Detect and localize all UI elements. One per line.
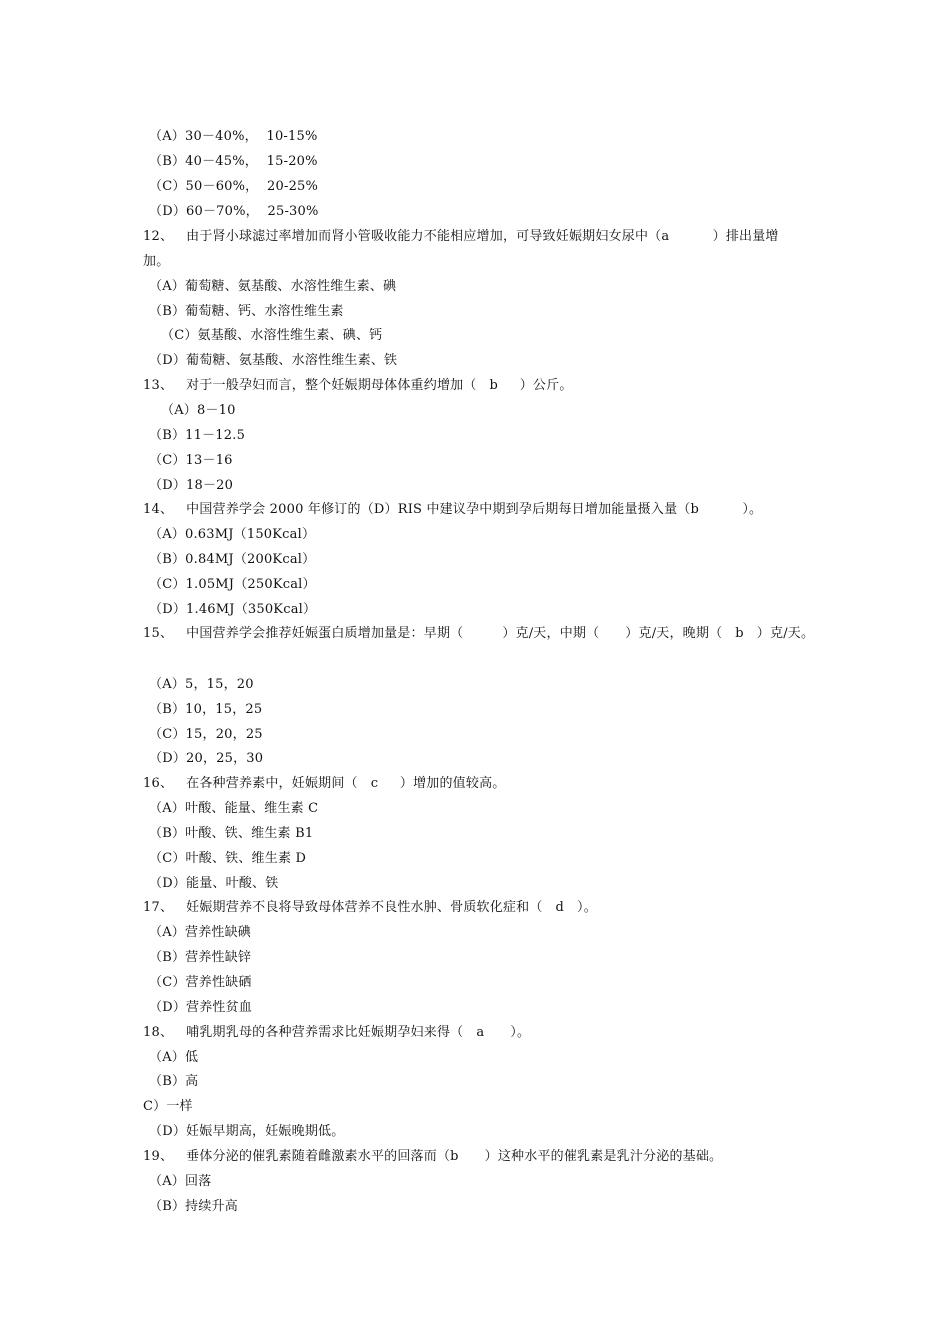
question-15: 15、 中国营养学会推荐妊娠蛋白质增加量是：早期（ ）克/天，中期（ ）克/天，晚期（ b ）克/天。 bbox=[143, 626, 815, 641]
question-17: 17、 妊娠期营养不良将导致母体营养不良性水肿、骨质软化症和（ d ）。 bbox=[143, 900, 597, 915]
option-line: （B）11－12.5 bbox=[149, 428, 246, 443]
question-12-continuation: 加。 bbox=[143, 254, 170, 269]
option-line: （A）葡萄糖、氨基酸、水溶性维生素、碘 bbox=[149, 279, 397, 294]
option-line: （A）5，15，20 bbox=[149, 677, 254, 692]
question-16: 16、 在各种营养素中，妊娠期间（ c ）增加的值较高。 bbox=[143, 776, 506, 791]
option-line: （B）0.84MJ（200Kcal） bbox=[149, 552, 316, 567]
option-line: （A）8－10 bbox=[161, 403, 236, 418]
option-line: （A）营养性缺碘 bbox=[149, 925, 251, 940]
option-line: C）一样 bbox=[143, 1099, 193, 1114]
option-line: （D）18－20 bbox=[149, 478, 234, 493]
option-line: （C）氨基酸、水溶性维生素、碘、钙 bbox=[161, 328, 383, 343]
option-line: （C）15，20，25 bbox=[149, 727, 263, 742]
option-line: （A）0.63MJ（150Kcal） bbox=[149, 527, 316, 542]
option-line: （D）20，25，30 bbox=[149, 751, 264, 766]
option-line: （D）60－70%， 25-30% bbox=[149, 204, 319, 219]
option-line: （D）营养性贫血 bbox=[149, 1000, 253, 1015]
option-line: （B）高 bbox=[149, 1074, 199, 1089]
option-line: （C）13－16 bbox=[149, 453, 233, 468]
option-line: （C）50－60%， 20-25% bbox=[149, 179, 319, 194]
option-line: （B）营养性缺锌 bbox=[149, 950, 252, 965]
option-line: （C）叶酸、铁、维生素 D bbox=[149, 851, 307, 866]
question-19: 19、 垂体分泌的催乳素随着雌激素水平的回落而（b ）这种水平的催乳素是乳汁分泌的基础。 bbox=[143, 1149, 723, 1164]
option-line: （B）葡萄糖、钙、水溶性维生素 bbox=[149, 304, 344, 319]
option-line: （C）营养性缺硒 bbox=[149, 975, 252, 990]
question-18: 18、 哺乳期乳母的各种营养需求比妊娠期孕妇来得（ a ）。 bbox=[143, 1025, 531, 1040]
option-line: （B）10，15，25 bbox=[149, 702, 263, 717]
option-line: （B）40－45%， 15-20% bbox=[149, 154, 318, 169]
option-line: （A）叶酸、能量、维生素 C bbox=[149, 801, 319, 816]
option-line: （A）低 bbox=[149, 1050, 199, 1065]
option-line: （D）葡萄糖、氨基酸、水溶性维生素、铁 bbox=[149, 353, 398, 368]
option-line: （C）1.05MJ（250Kcal） bbox=[149, 577, 316, 592]
option-line: （D）能量、叶酸、铁 bbox=[149, 876, 279, 891]
option-line: （D）1.46MJ（350Kcal） bbox=[149, 602, 317, 617]
option-line: （B）持续升高 bbox=[149, 1199, 238, 1214]
question-13: 13、 对于一般孕妇而言，整个妊娠期母体体重约增加（ b ）公斤。 bbox=[143, 378, 573, 393]
question-12: 12、 由于肾小球滤过率增加而肾小管吸收能力不能相应增加，可导致妊娠期妇女尿中（a ）排出量增 bbox=[143, 229, 779, 244]
question-14: 14、 中国营养学会 2000 年修订的（D）RIS 中建议孕中期到孕后期每日增加能量摄入量（b ）。 bbox=[143, 502, 763, 517]
option-line: （D）妊娠早期高，妊娠晚期低。 bbox=[149, 1124, 345, 1139]
option-line: （B）叶酸、铁、维生素 B1 bbox=[149, 826, 314, 841]
option-line: （A）回落 bbox=[149, 1174, 212, 1189]
option-line: （A）30－40%， 10-15% bbox=[149, 129, 318, 144]
